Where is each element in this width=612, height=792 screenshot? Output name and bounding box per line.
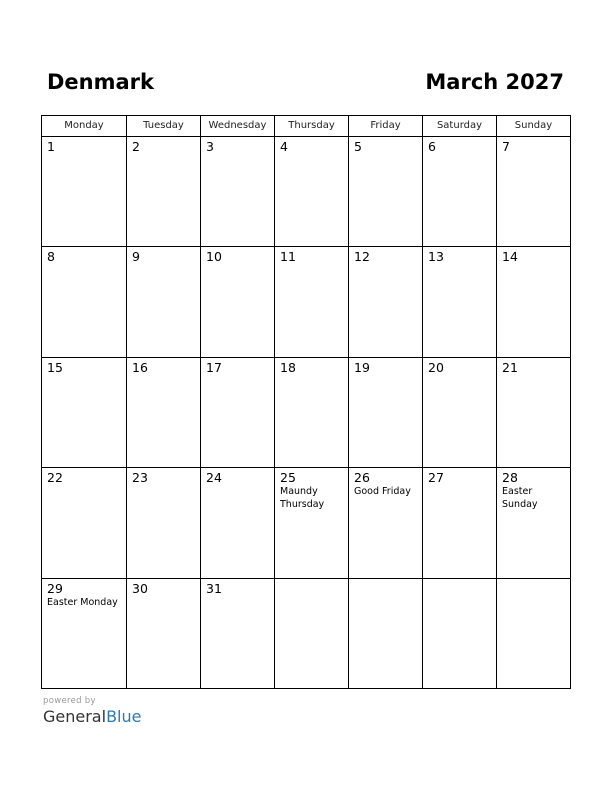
day-number: 22 [47, 470, 63, 486]
day-cell [127, 358, 201, 468]
day-cell [497, 247, 571, 357]
day-cell [42, 468, 127, 578]
day-cell [275, 468, 349, 578]
day-cell [497, 579, 571, 689]
day-number: 10 [206, 249, 222, 265]
day-number: 11 [280, 249, 296, 265]
footer-branding [43, 696, 141, 726]
day-number: 6 [428, 139, 436, 154]
weekday-header: Monday [42, 116, 127, 137]
day-number: 28 [502, 470, 518, 486]
day-number: 18 [280, 359, 296, 375]
day-cell [275, 247, 349, 357]
day-cell [349, 247, 423, 357]
day-cell [423, 247, 497, 357]
day-number: 4 [280, 139, 288, 154]
day-number: 25 [280, 470, 296, 486]
weekday-header: Tuesday [127, 116, 201, 137]
day-cell [497, 137, 571, 247]
day-cell [201, 468, 275, 578]
day-number: 21 [502, 359, 518, 375]
day-number: 23 [132, 470, 148, 486]
day-number: 2 [132, 139, 140, 154]
day-cell [201, 358, 275, 468]
day-cell [275, 137, 349, 247]
day-cell [497, 358, 571, 468]
day-cell [42, 358, 127, 468]
day-number: 14 [502, 249, 518, 265]
day-number: 17 [206, 359, 222, 375]
day-number: 26 [354, 470, 370, 486]
logo-blue: Blue [106, 707, 142, 726]
day-number: 8 [47, 249, 55, 265]
day-cell [497, 468, 571, 578]
day-number: 19 [354, 359, 370, 375]
weekday-header: Friday [349, 116, 423, 137]
day-number: 3 [206, 139, 214, 154]
day-cell [349, 358, 423, 468]
day-cell [275, 358, 349, 468]
day-number: 29 [47, 580, 63, 596]
day-cell [42, 579, 127, 689]
holiday-label: Good Friday [354, 486, 411, 498]
day-number: 27 [428, 470, 444, 486]
day-cell [275, 579, 349, 689]
day-cell [127, 247, 201, 357]
day-cell [349, 137, 423, 247]
day-cell [201, 137, 275, 247]
day-cell [201, 247, 275, 357]
day-number: 20 [428, 359, 444, 375]
day-cell [423, 137, 497, 247]
day-number: 12 [354, 249, 370, 265]
day-cell [127, 468, 201, 578]
holiday-label: Easter Monday [47, 596, 118, 608]
weekday-header: Saturday [423, 116, 497, 137]
weekday-header: Wednesday [201, 116, 275, 137]
day-number: 30 [132, 580, 148, 596]
day-cell [127, 137, 201, 247]
day-number: 7 [502, 139, 510, 154]
day-number: 13 [428, 249, 444, 265]
day-cell [127, 579, 201, 689]
day-number: 31 [206, 580, 222, 596]
weekday-header: Thursday [275, 116, 349, 137]
month-title: March 2027 [425, 70, 564, 94]
day-cell [42, 137, 127, 247]
day-number: 16 [132, 359, 148, 375]
day-cell [423, 358, 497, 468]
day-cell [423, 579, 497, 689]
holiday-label: Easter Sunday [502, 486, 538, 511]
country-title: Denmark [47, 70, 154, 94]
day-cell [42, 247, 127, 357]
day-number: 5 [354, 139, 362, 154]
day-cell [423, 468, 497, 578]
day-number: 9 [132, 249, 140, 265]
day-number: 24 [206, 470, 222, 486]
day-number: 15 [47, 359, 63, 375]
logo-general: General [43, 707, 107, 726]
generalblue-logo [43, 707, 141, 726]
weekday-header: Sunday [497, 116, 571, 137]
powered-by-text: powered by [43, 696, 96, 706]
day-number: 1 [47, 139, 55, 154]
day-cell [201, 579, 275, 689]
calendar-grid [41, 115, 571, 689]
holiday-label: Maundy Thursday [280, 486, 325, 511]
day-cell [349, 579, 423, 689]
day-cell [349, 468, 423, 578]
